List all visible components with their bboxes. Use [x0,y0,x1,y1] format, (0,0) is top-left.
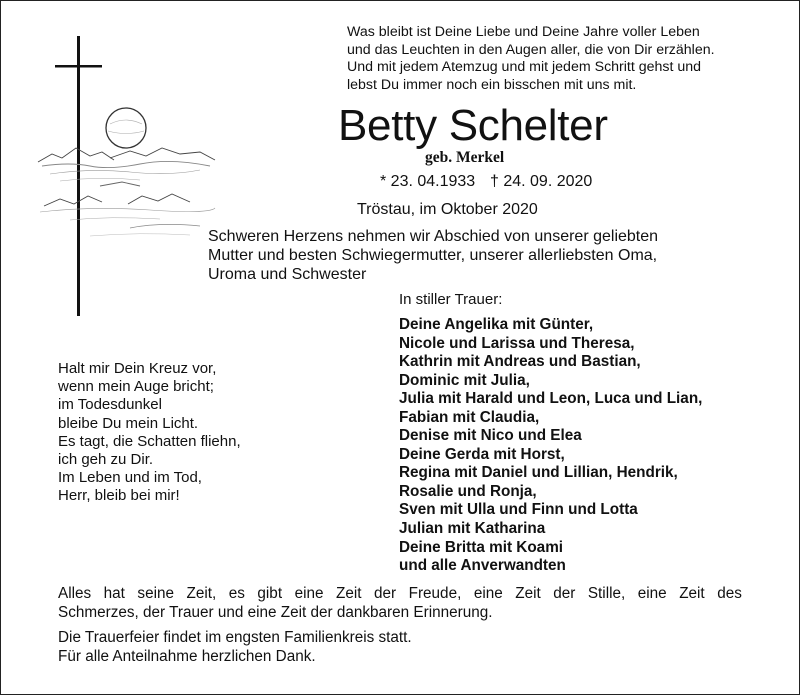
prayer-line: Herr, bleib bei mir! [58,487,180,505]
closing-word: eine [294,585,324,602]
maiden-name: geb. Merkel [425,149,505,166]
prayer-line: bleibe Du mein Licht. [58,414,199,432]
closing-word: der [374,585,397,602]
prayer-poem [58,360,241,506]
mourner-line: Denise mit Nico und Elea [399,427,582,445]
opening-poem [347,24,777,94]
poem-line: lebst Du immer noch ein bisschen mit uns mit. [347,76,637,93]
farewell-line: Uroma und Schwester [208,266,367,283]
mourner-line: Rosalie und Ronja, [399,482,537,500]
notice-line: Die Trauerfeier findet im engsten Familienkreis statt. [58,629,412,646]
mourner-line: Nicole und Larissa und Theresa, [399,334,635,352]
prayer-line: Es tagt, die Schatten fliehn, [58,432,241,450]
closing-word: hat [103,585,125,602]
notice-line: Für alle Anteilnahme herzlichen Dank. [58,648,316,665]
funeral-notice [58,628,412,666]
closing-word: Zeit [515,585,541,602]
mourner-line: Sven mit Ulla und Finn und Lotta [399,501,638,519]
closing-word: Zeit [679,585,705,602]
place-date: Tröstau, im Oktober 2020 [357,201,538,218]
closing-word: Alles [58,585,92,602]
prayer-line: ich geh zu Dir. [58,451,154,469]
poem-line: Und mit jedem Atemzug und mit jedem Schritt gehst und [347,59,702,75]
mourners-list [399,316,702,576]
death-date: † 24. 09. 2020 [490,173,593,190]
closing-quote [58,584,742,622]
closing-word: Freude, [408,585,462,602]
poem-line: Was bleibt ist Deine Liebe und Deine Jahre voller Leben [347,24,700,40]
closing-line-justified [58,584,742,603]
closing-word: des [717,585,742,602]
closing-word: der [553,585,576,602]
cross-icon [55,36,102,316]
mourner-line: Deine Angelika mit Günter, [399,316,594,333]
mourner-line: und alle Anverwandten [399,557,566,575]
mourner-line: Dominic mit Julia, [399,371,530,389]
sun-icon [106,108,146,148]
mourner-line: Julia mit Harald und Leon, Luca und Lian, [399,390,703,408]
farewell-line: Mutter und besten Schwiegermutter, unserer allerliebsten Oma, [208,247,658,264]
mourner-line: Kathrin mit Andreas und Bastian, [399,353,641,371]
prayer-line: wenn mein Auge bricht; [58,378,214,396]
farewell-text [208,227,748,284]
prayer-line: im Todesdunkel [58,396,162,414]
mourner-line: Deine Gerda mit Horst, [399,445,565,463]
closing-word: Zeit, [186,585,217,602]
mourner-line: Regina mit Daniel und Lillian, Hendrik, [399,464,678,482]
closing-word: Stille, [587,585,626,602]
deceased-name: Betty Schelter [338,101,608,150]
poem-line: und das Leuchten in den Augen aller, die von Dir erzählen. [347,41,715,58]
mourner-line: Fabian mit Claudia, [399,408,540,426]
cross-sun-landscape-drawing [30,36,220,326]
prayer-line: Halt mir Dein Kreuz vor, [58,360,217,377]
closing-word: es [228,585,245,602]
prayer-line: Im Leben und im Tod, [58,469,202,487]
closing-line: Schmerzes, der Trauer und eine Zeit der dankbaren Erinnerung. [58,604,493,621]
mourner-line: Julian mit Katharina [399,520,546,538]
closing-word: gibt [257,585,283,602]
mourning-label: In stiller Trauer: [399,291,503,308]
farewell-line: Schweren Herzens nehmen wir Abschied von unserer geliebten [208,228,659,245]
closing-word: seine [137,585,174,602]
closing-word: eine [637,585,667,602]
mountains-drawing [38,148,215,236]
closing-word: eine [473,585,503,602]
closing-word: Zeit [336,585,362,602]
birth-date: * 23. 04.1933 [380,173,476,190]
mourner-line: Deine Britta mit Koami [399,538,564,556]
